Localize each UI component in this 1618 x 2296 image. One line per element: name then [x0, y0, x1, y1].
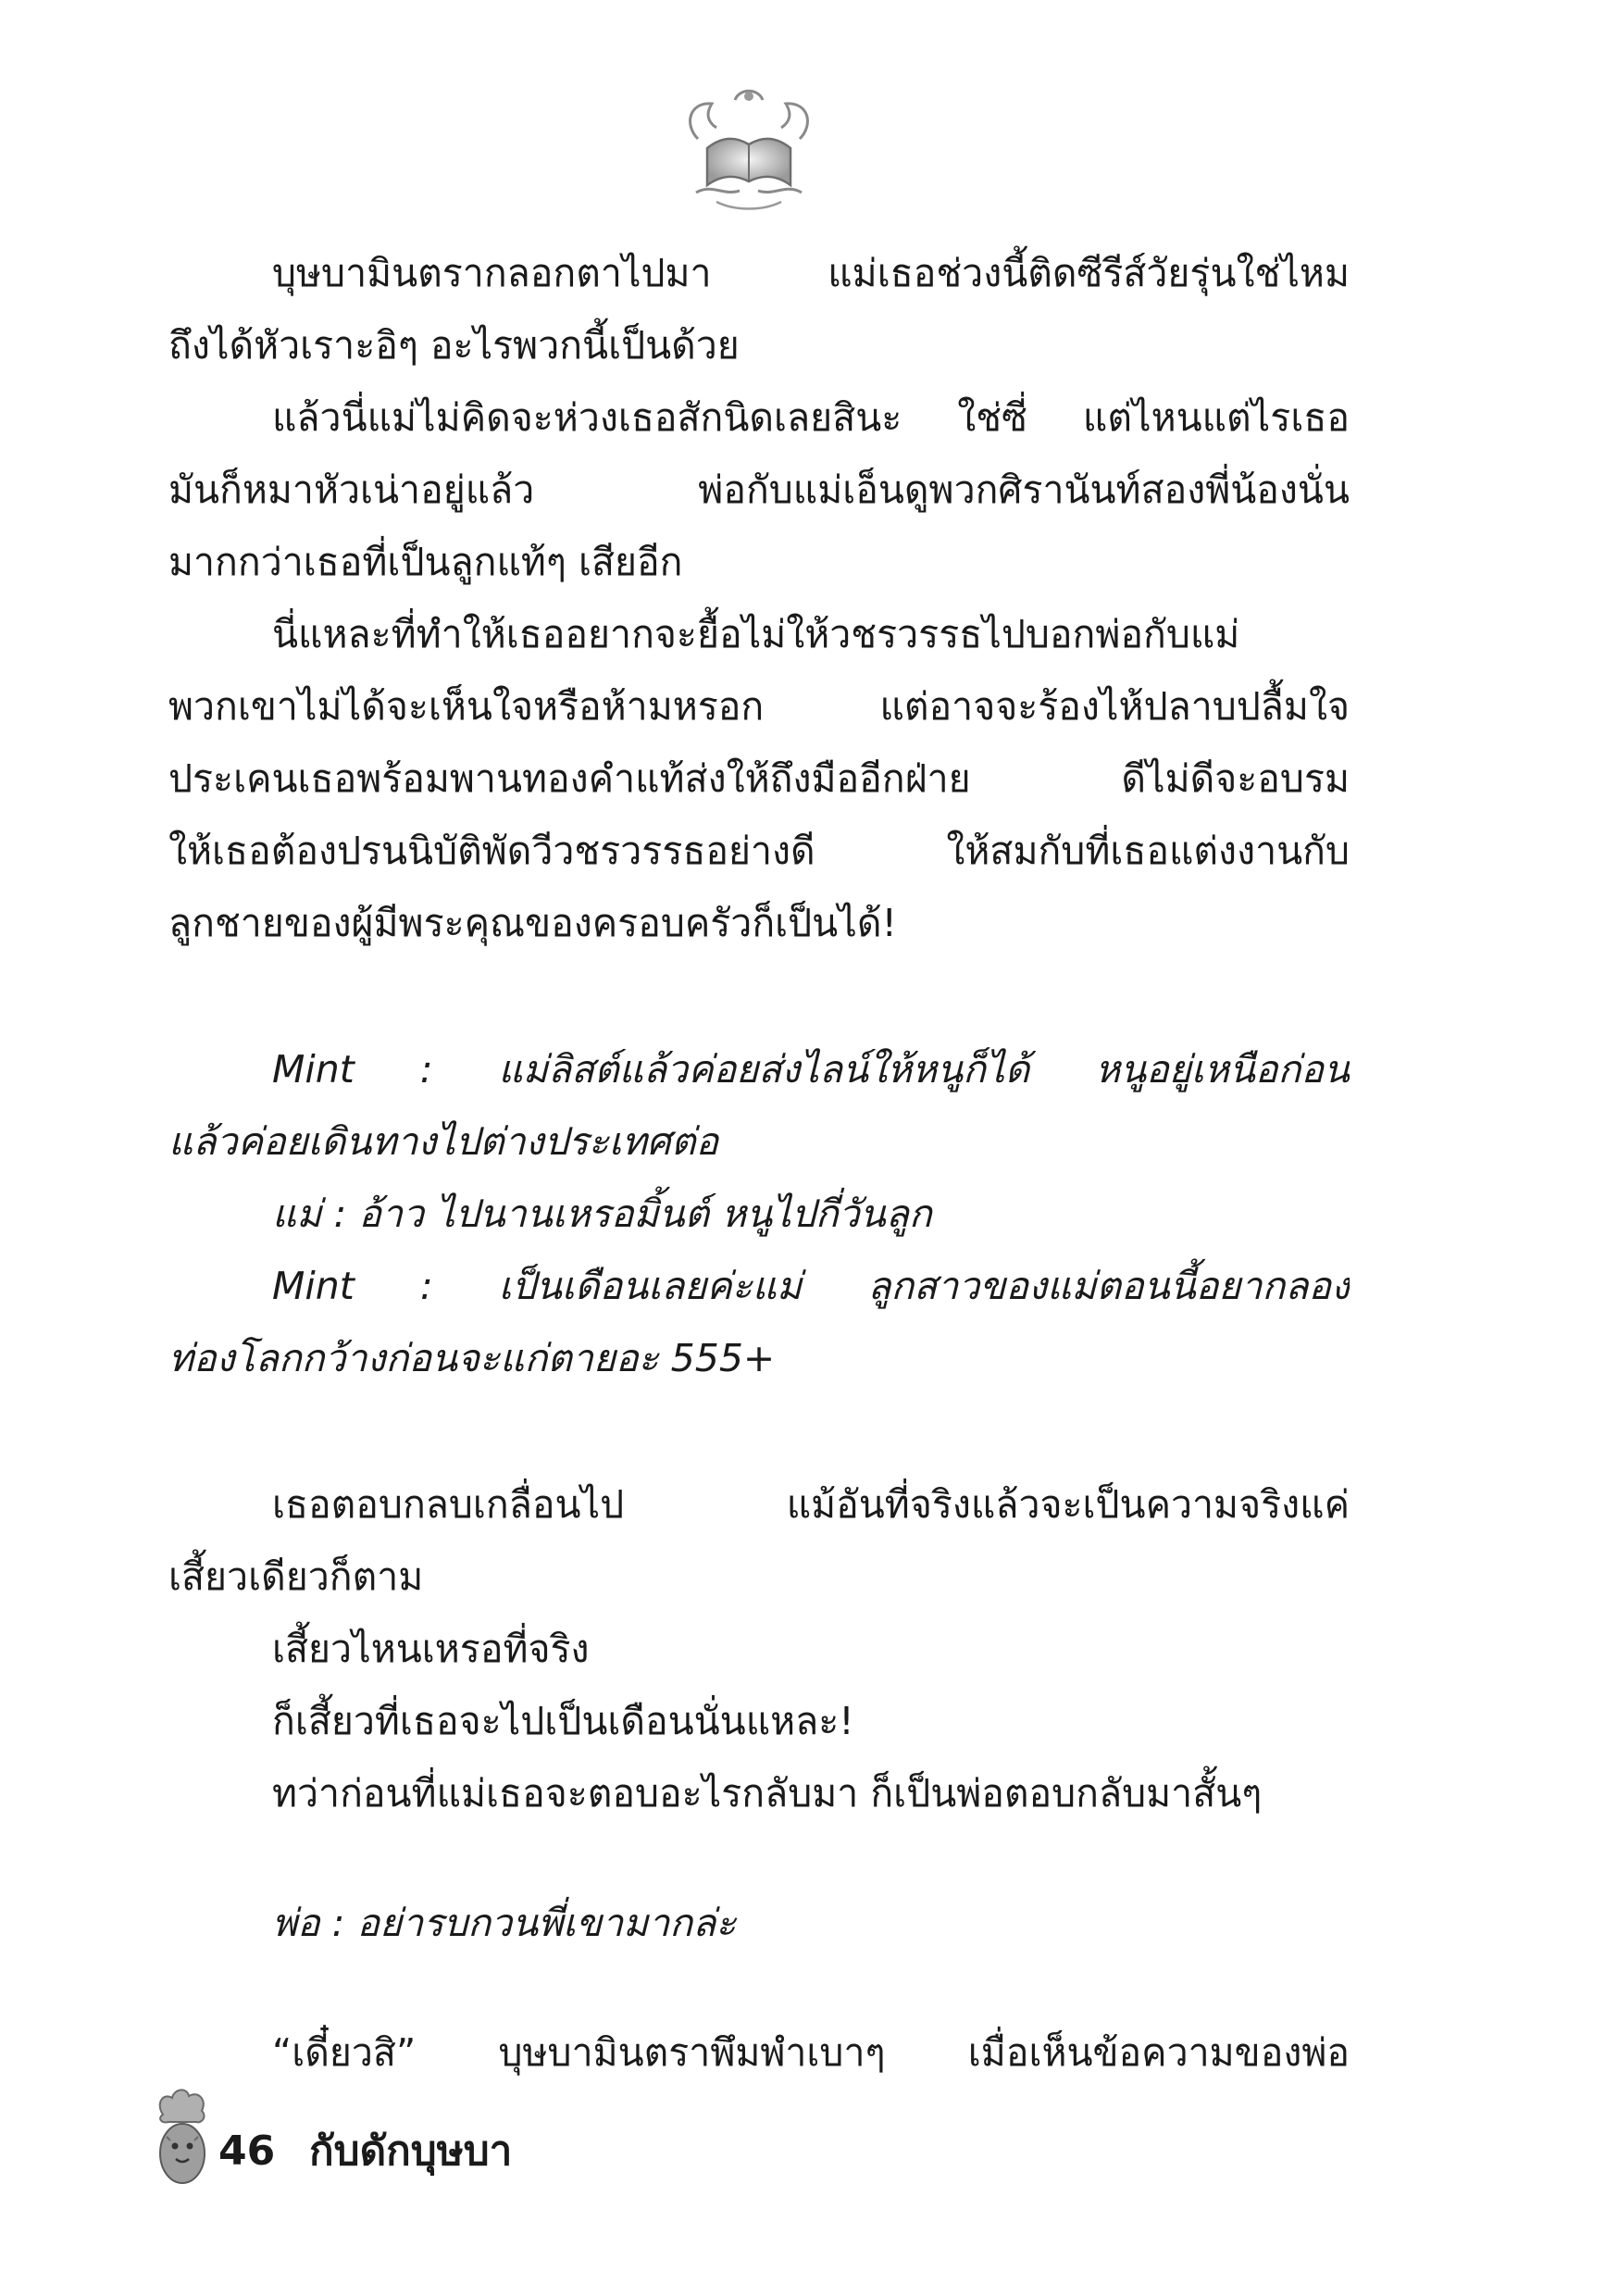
page-number: 46 [218, 2128, 276, 2175]
chat-message-line: Mint : เป็นเดือนเลยค่ะแม่ ลูกสาวของแม่ตอนนี้อยากลอง [272, 1264, 1350, 1308]
paragraph-line: แล้วนี่แม่ไม่คิดจะห่วงเธอสักนิดเลยสินะ ใช่ซี่ แต่ไหนแต่ไรเธอ [272, 395, 1350, 440]
paragraph-line: เสี้ยวเดียวก็ตาม [168, 1554, 424, 1599]
story-text [168, 237, 1350, 2089]
paragraph-line: พวกเขาไม่ได้จะเห็นใจหรือห้ามหรอก แต่อาจจะร้องไห้ปลาบปลื้มใจ [168, 684, 1350, 729]
spacer [168, 1394, 1350, 1468]
page-footer [150, 2087, 798, 2198]
paragraph-line: “เดี๋ยวสิ” บุษบามินตราพึมพำเบาๆ เมื่อเห็นข้อความของพ่อ [272, 2030, 1350, 2075]
chat-message-line: แม่ : อ้าว ไปนานเหรอมิ้นต์ หนูไปกี่วันลูก [272, 1192, 932, 1236]
paragraph-line: ก็เสี้ยวที่เธอจะไปเป็นเดือนนั่นแหละ! [272, 1699, 854, 1743]
chat-message-line: พ่อ : อย่ารบกวนพี่เขามากล่ะ [272, 1901, 737, 1945]
spacer [168, 1959, 1350, 2016]
chat-message-line: ท่องโลกกว้างก่อนจะแก่ตายอะ 555+ [168, 1336, 776, 1380]
paragraph-line: เธอตอบกลบเกลื่อนไป แม้อันที่จริงแล้วจะเป็นความจริงแค่ [272, 1482, 1350, 1527]
paragraph-line: ประเคนเธอพร้อมพานทองคำแท้ส่งให้ถึงมืออีกฝ่าย ดีไม่ดีจะอบรม [168, 756, 1350, 801]
spacer [168, 1829, 1350, 1887]
paragraph-line: ให้เธอต้องปรนนิบัติพัดวีวชรวรรธอย่างดี ให้สมกับที่เธอแต่งงานกับ [168, 829, 1350, 873]
book-title: กับดักบุษบา [309, 2128, 513, 2175]
paragraph-line: ทว่าก่อนที่แม่เธอจะตอบอะไรกลับมา ก็เป็นพ่อตอบกลับมาสั้นๆ [272, 1771, 1263, 1816]
chat-message-line: Mint : แม่ลิสต์แล้วค่อยส่งไลน์ให้หนูก็ได้ หนูอยู่เหนือก่อน [272, 1047, 1350, 1092]
chat-message-line: แล้วค่อยเดินทางไปต่างประเทศต่อ [168, 1119, 719, 1164]
paragraph-line: ถึงได้หัวเราะอิๆ อะไรพวกนี้เป็นด้วย [168, 323, 740, 368]
paragraph-line: เสี้ยวไหนเหรอที่จริง [272, 1627, 590, 1671]
paragraph-line: มากกว่าเธอที่เป็นลูกแท้ๆ เสียอีก [168, 540, 683, 584]
paragraph-line: มันก็หมาหัวเน่าอยู่แล้ว พ่อกับแม่เอ็นดูพวกศิรานันท์สองพี่น้องนั่น [168, 468, 1350, 512]
spacer [168, 959, 1350, 1033]
paragraph-line: บุษบามินตรากลอกตาไปมา แม่เธอช่วงนี้ติดซีรีส์วัยรุ่นใช่ไหม [272, 251, 1350, 295]
paragraph-line: ลูกชายของผู้มีพระคุณของครอบครัวก็เป็นได้! [168, 901, 897, 945]
paragraph-line: นี่แหละที่ทำให้เธออยากจะยื้อไม่ให้วชรวรรธไปบอกพ่อกับแม่ [272, 612, 1240, 656]
mascot-head-icon [150, 2087, 215, 2189]
ornamental-book-emblem-icon [679, 83, 818, 213]
